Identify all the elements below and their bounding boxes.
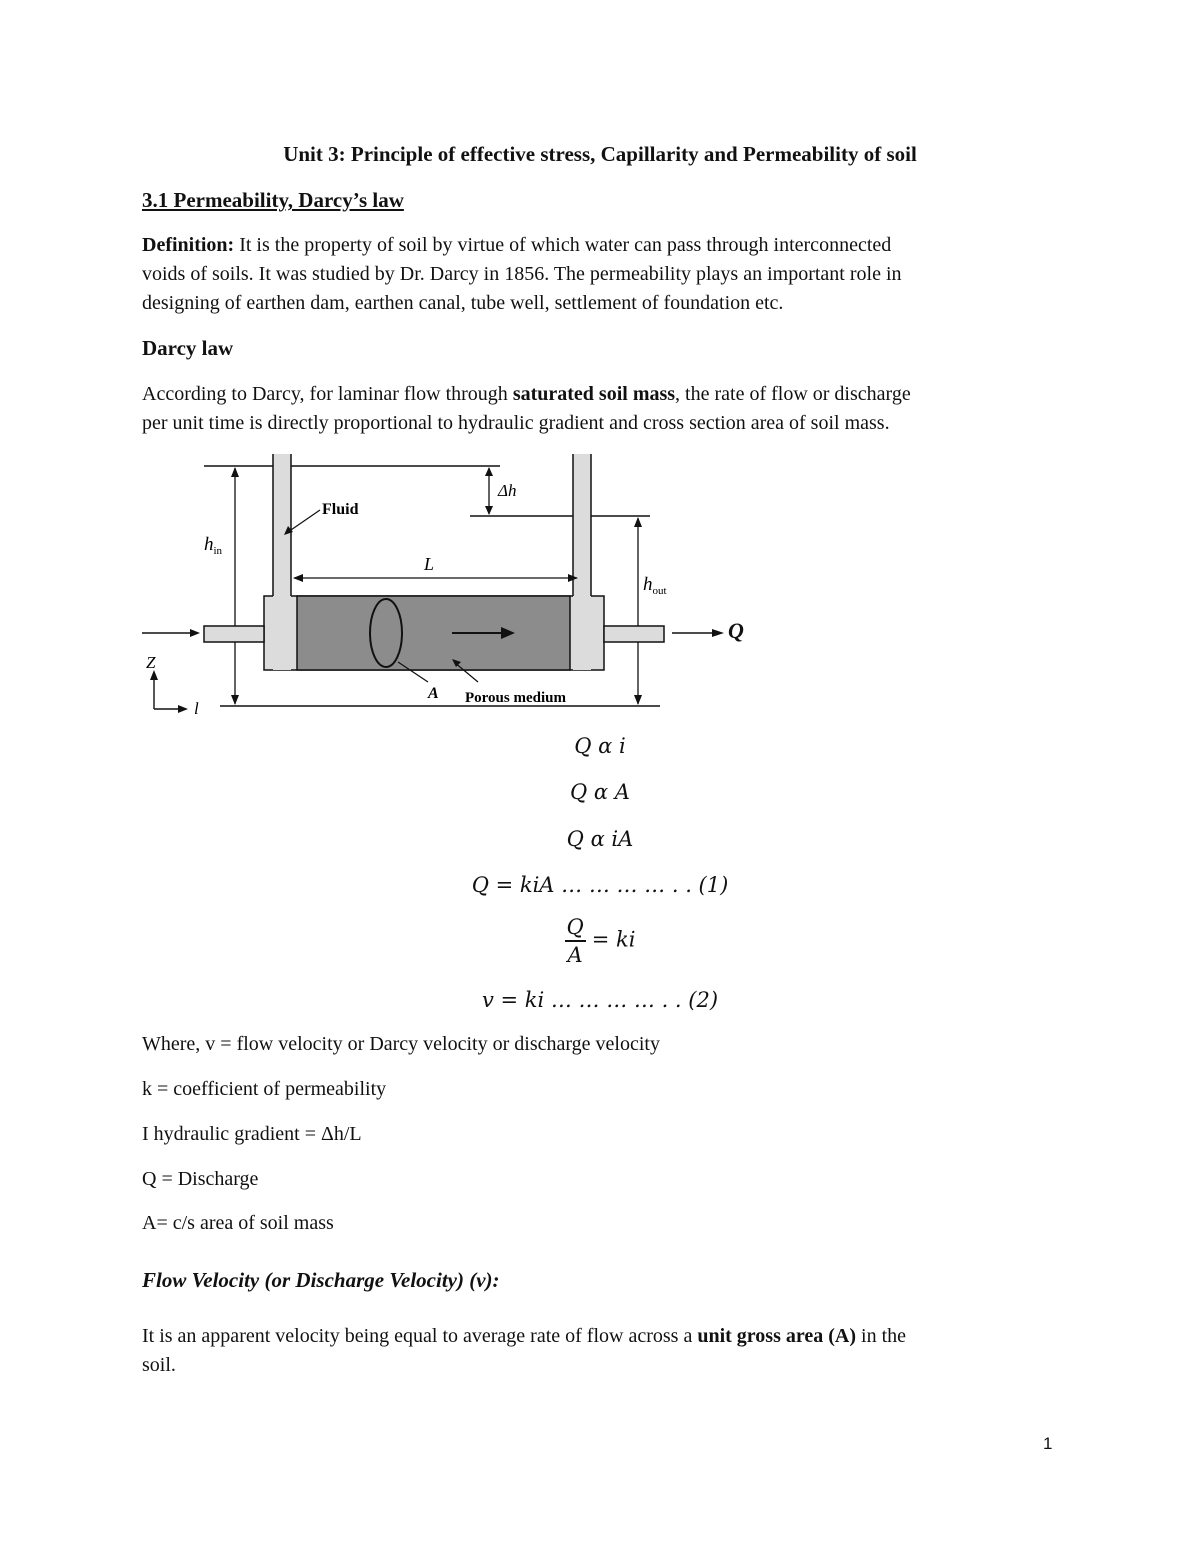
fraction-numerator: Q <box>565 914 586 942</box>
label-h-out: $h_{out}$ <box>643 574 667 597</box>
definition-label: Definition: <box>142 234 235 256</box>
flow-velocity-text-b: in the <box>856 1325 907 1347</box>
page-title: Unit 3: Principle of effective stress, Capillarity and Permeability of soil <box>283 142 917 166</box>
page-number: 1 <box>1043 1434 1053 1453</box>
fraction-denominator: A <box>567 943 583 967</box>
discharge-q-label: Q <box>728 618 744 643</box>
equation-q-alpha-i: Q α i <box>574 734 626 758</box>
label-delta-h: Δh <box>498 481 517 500</box>
label-area: A <box>428 685 439 702</box>
flow-velocity-paragraph <box>142 1322 1062 1380</box>
darcy-line-2: per unit time is directly proportional to hydraulic gradient and cross section area of soil mass. <box>142 412 890 434</box>
label-axis-z: Z <box>146 653 156 672</box>
definition-line-2: voids of soils. It was studied by Dr. Darcy in 1856. The permeability plays an important role in <box>142 263 902 285</box>
label-axis-l: l <box>194 699 199 718</box>
outlet-arrowhead <box>680 624 730 644</box>
flow-velocity-text-a: It is an apparent velocity being equal to average rate of flow across a <box>142 1325 698 1347</box>
flow-velocity-text-c: soil. <box>142 1354 176 1376</box>
definition-line-1: It is the property of soil by virtue of which water can pass through interconnected <box>239 234 892 256</box>
section-heading: 3.1 Permeability, Darcy’s law <box>142 188 404 212</box>
equation-fraction <box>0 914 1200 968</box>
darcy-text-bold: saturated soil mass <box>512 383 676 405</box>
darcy-paragraph <box>142 380 1062 438</box>
definition-a: A= c/s area of soil mass <box>142 1212 334 1234</box>
equation-q-alpha-ia: Q α iA <box>566 827 634 851</box>
darcy-heading: Darcy law <box>142 336 234 360</box>
flow-velocity-heading: Flow Velocity (or Discharge Velocity) (v): <box>142 1268 500 1292</box>
darcy-apparatus-diagram <box>140 450 680 720</box>
label-porous-medium: Porous medium <box>465 690 566 706</box>
definition-k: k = coefficient of permeability <box>142 1078 387 1100</box>
darcy-text-b: , the rate of flow or discharge <box>675 383 911 405</box>
equation-2: v = ki … … … … . . (2) <box>481 988 719 1012</box>
label-fluid: Fluid <box>322 501 359 518</box>
porous-medium <box>297 596 570 670</box>
darcy-text-a: According to Darcy, for laminar flow through <box>142 383 513 405</box>
equation-q-alpha-a: Q α A <box>570 780 630 804</box>
label-h-in: $h_{in}$ <box>204 534 223 557</box>
definition-q: Q = Discharge <box>142 1168 259 1190</box>
label-length: L <box>424 554 435 574</box>
flow-velocity-text-bold: unit gross area (A) <box>697 1325 857 1347</box>
fraction-rhs: = ki <box>591 927 636 952</box>
equation-1: Q = kiA … … … … . . (1) <box>471 873 729 897</box>
definition-i: I hydraulic gradient = Δh/L <box>142 1123 362 1145</box>
definition-paragraph <box>142 231 1062 318</box>
definition-line-3: designing of earthen dam, earthen canal, tube well, settlement of foundation etc. <box>142 292 784 314</box>
definition-v: Where, v = flow velocity or Darcy velocity or discharge velocity <box>142 1033 660 1055</box>
